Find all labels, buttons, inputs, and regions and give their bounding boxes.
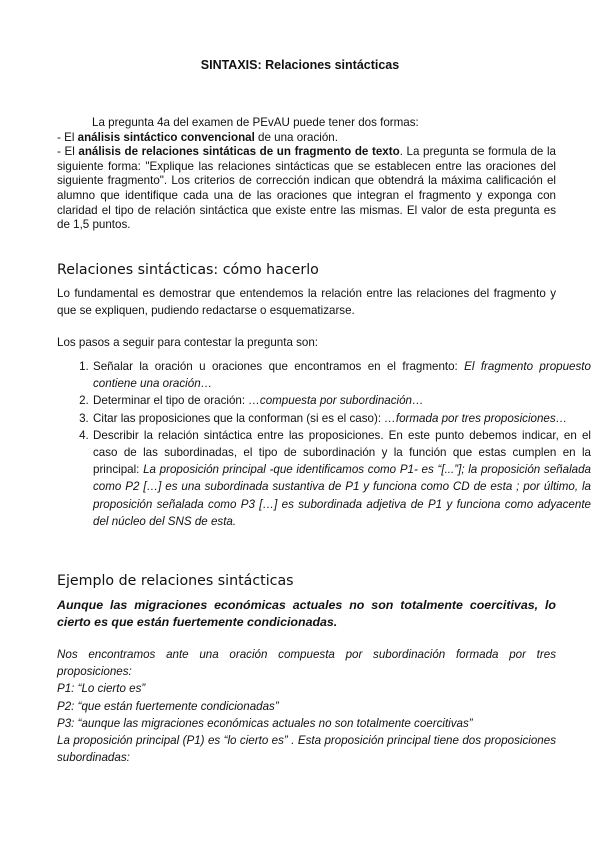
list-item — [92, 358, 591, 392]
step-text: Señalar la oración u oraciones que encontramos en el fragmento: — [93, 360, 465, 373]
analysis-intro: Nos encontramos ante una oración compuesta por subordinación formada por tres proposiciones: — [57, 648, 556, 679]
step-example: El fragmento propuesto contiene una oración… — [93, 360, 591, 391]
step-text: Describir la relación sintáctica entre las proposiciones. En este punto debemos indicar, en el caso de las subordinadas, el tipo de subordinación y la función que estas cumplen en la principal: — [93, 428, 591, 477]
step-text: Citar las proposiciones que la conforman (si es el caso): — [93, 411, 385, 425]
form-2-prefix: - El — [57, 145, 79, 159]
form-2-suffix: . La pregunta se formula de la siguiente forma: "Explique las relaciones sintácticas que se establecen entre las oraciones del siguiente fragmento". Los criterios de corrección indican que obtendrá la máxima calificación el alumno que identifique cada una de las oraciones que integran el fragmento y exponga con claridad el tipo de relación sintáctica que existe entre las mismas. El valor de esta pregunta es de 1,5 puntos. — [57, 145, 556, 232]
intro-block — [57, 116, 556, 233]
proposition-p1: P1: “Lo cierto es” — [57, 682, 146, 696]
intro-form-2 — [57, 145, 556, 233]
proposition-p2: P2: “que están fuertemente condicionadas” — [57, 699, 279, 713]
step-example: …compuesta por subordinación… — [248, 394, 424, 408]
intro-form-1 — [57, 131, 556, 146]
step-example: …formada por tres proposiciones… — [384, 411, 568, 425]
analysis-conclusion: La proposición principal (P1) es “lo cierto es” . Esta proposición principal tiene dos proposiciones subordinadas: — [57, 734, 556, 765]
example-sentence: Aunque las migraciones económicas actuales no son totalmente coercitivas, lo cierto es que están fuertemente condicionadas. — [57, 598, 556, 629]
page-title: SINTAXIS: Relaciones sintácticas — [200, 58, 400, 72]
proposition-p3: P3: “aunque las migraciones económicas actuales no son totalmente coercitivas” — [57, 716, 473, 730]
form-2-bold: análisis de relaciones sintáticas de un fragmento de texto — [78, 145, 400, 159]
step-text: Determinar el tipo de oración: — [93, 394, 249, 408]
section-heading-how-to: Relaciones sintácticas: cómo hacerlo — [57, 262, 319, 278]
list-item — [92, 410, 591, 427]
list-item — [92, 392, 591, 409]
form-1-bold: análisis sintáctico convencional — [77, 130, 255, 144]
form-1-suffix: de una oración. — [254, 130, 338, 144]
steps-intro: Los pasos a seguir para contestar la pregunta son: — [57, 336, 319, 349]
analysis-block — [57, 646, 556, 766]
intro-lead: La pregunta 4a del examen de PEvAU puede tener dos formas: — [92, 116, 419, 129]
form-1-prefix: - El — [57, 130, 78, 144]
step-example: La proposición principal -que identificamos como P1- es “[...”]; la proposición señalada como P2 […] es una subordinada sustantiva de P1 y funciona como CD de esta ; por último, la proposición señalada como P3 […] es subordinada adjetiva de P1 y funciona como adyacente del núcleo del SNS de esta. — [93, 463, 591, 528]
section-heading-example: Ejemplo de relaciones sintácticas — [57, 573, 294, 589]
list-item — [92, 427, 591, 530]
section-paragraph: Lo fundamental es demostrar que entendemos la relación entre las relaciones del fragmento y que se expliquen, pudiendo redactarse o esquematizarse. — [57, 287, 556, 317]
steps-list — [57, 358, 591, 530]
